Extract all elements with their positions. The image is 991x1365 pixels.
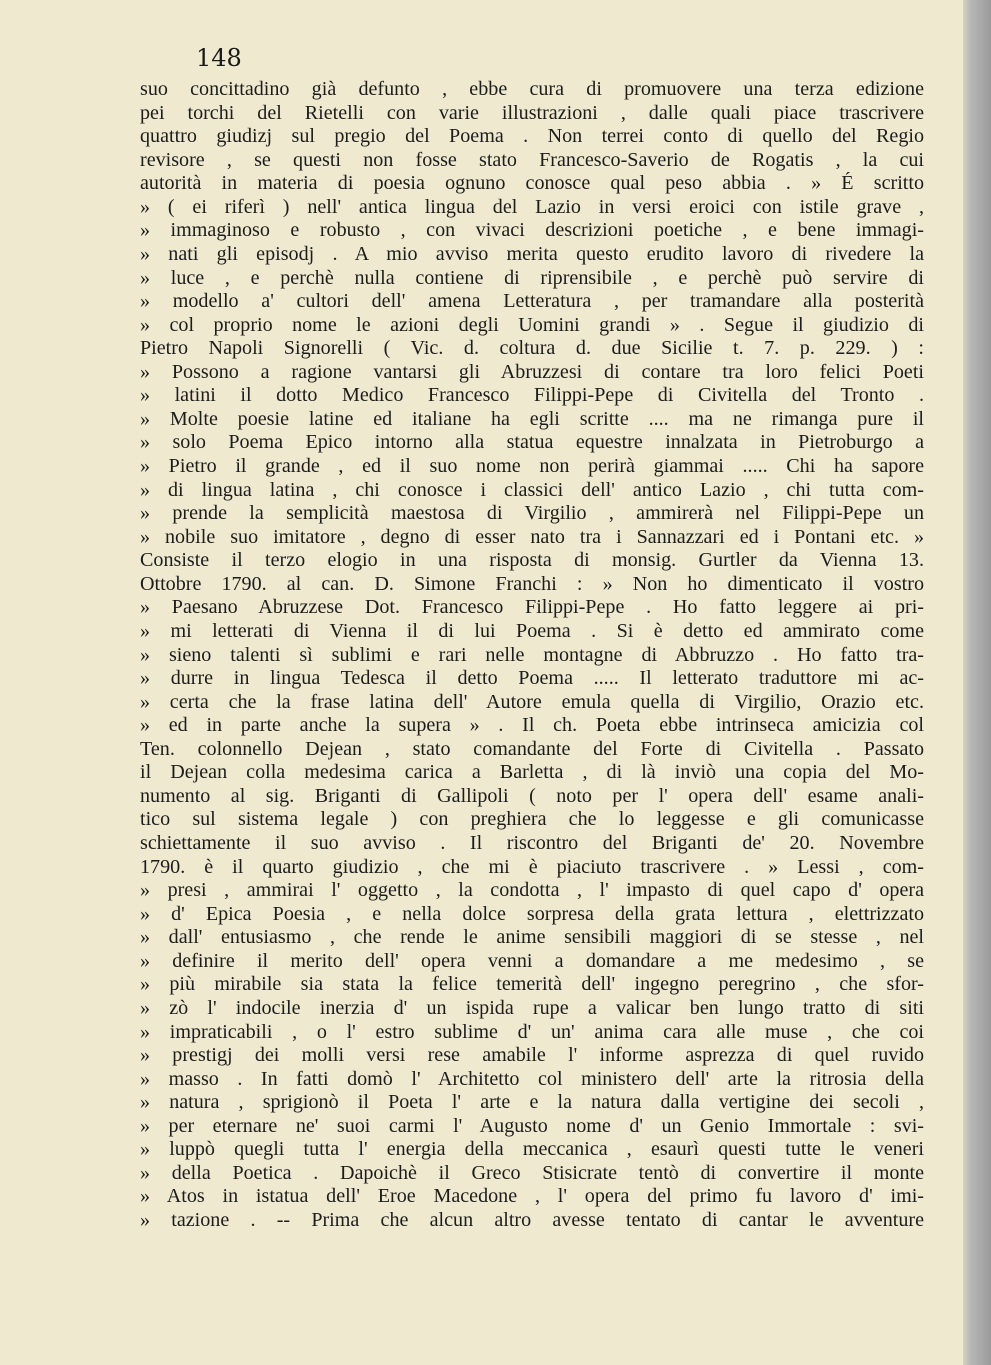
text-line: » luce , e perchè nulla contiene di riprensibile , e perchè può servire di [140,266,924,289]
text-line: » definire il merito dell' opera venni a domandare a me medesimo , se [140,949,924,972]
text-line: numento al sig. Briganti di Gallipoli ( noto per l' opera dell' esame anali- [140,784,924,807]
page-edge-shadow [963,0,991,1365]
text-line: » certa che la frase latina dell' Autore emula quella di Virgilio, Orazio etc. [140,690,924,713]
text-line: » prende la semplicità maestosa di Virgilio , ammirerà nel Filippi-Pepe un [140,502,924,525]
text-line: schiettamente il suo avviso . Il riscontro del Briganti de' 20. Novembre [140,832,924,854]
text-line: » solo Poema Epico intorno alla statua equestre innalzata in Pietroburgo a [140,431,924,454]
text-line: » dall' entusiasmo , che rende le anime sensibili maggiori di se stesse , nel [140,926,924,949]
text-line: Ottobre 1790. al can. D. Simone Franchi : » Non ho dimenticato il vostro [140,572,924,595]
text-line: » di lingua latina , chi conosce i classici dell' antico Lazio , chi tutta com- [140,478,924,501]
text-line: Pietro Napoli Signorelli ( Vic. d. coltura d. due Sicilie t. 7. p. 229. ) : [140,337,924,360]
text-line: » luppò quegli tutta l' energia della meccanica , esaurì questi tutte le veneri [140,1138,924,1161]
text-line: » ( ei riferì ) nell' antica lingua del Lazio in versi eroici con istile grave , [140,195,924,218]
text-line: il Dejean colla medesima carica a Barletta , di là inviò una copia del Mo- [140,761,924,784]
text-line: » mi letterati di Vienna il di lui Poema . Si è detto ed ammirato come [140,619,924,642]
text-line: » impraticabili , o l' estro sublime d' un' anima cara alle muse , che coi [140,1020,924,1043]
text-line: » d' Epica Poesia , e nella dolce sorpresa della grata lettura , elettrizzato [140,902,924,925]
text-line: » Molte poesie latine ed italiane ha egli scritte .... ma ne rimanga pure il [140,407,924,430]
text-line: » masso . In fatti domò l' Architetto col ministero dell' arte la ritrosia della [140,1067,924,1090]
text-line: » durre in lingua Tedesca il detto Poema ..... Il letterato traduttore mi ac- [140,667,924,690]
text-line: » natura , sprigionò il Poeta l' arte e la natura dalla vertigine dei secoli , [140,1091,924,1114]
text-line: » della Poetica . Dapoichè il Greco Stisicrate tentò di convertire il monte [140,1161,924,1184]
text-line: » presi , ammirai l' oggetto , la condotta , l' impasto di quel capo d' opera [140,879,924,902]
text-line: revisore , se questi non fosse stato Francesco-Saverio de Rogatis , la cui [140,148,924,171]
text-line: » ed in parte anche la supera » . Il ch. Poeta ebbe intrinseca amicizia col [140,714,924,737]
text-line: quattro giudizj sul pregio del Poema . Non terrei conto di quello del Regio [140,125,924,148]
text-line: Ten. colonnello Dejean , stato comandante del Forte di Civitella . Passato [140,737,924,760]
text-line: » più mirabile sia stata la felice temerità dell' ingegno peregrino , che sfor- [140,973,924,996]
text-line: pei torchi del Rietelli con varie illustrazioni , dalle quali piace trascrivere [140,101,924,124]
text-line: » nati gli episodj . A mio avviso merita questo erudito lavoro di rivedere la [140,242,924,265]
text-line: » Possono a ragione vantarsi gli Abruzzesi di contare tra loro felici Poeti [140,360,924,383]
text-line: tico sul sistema legale ) con preghiera che lo leggesse e gli comunicasse [140,808,924,831]
body-text [140,78,924,1233]
text-line: » sieno talenti sì sublimi e rari nelle montagne di Abbruzzo . Ho fatto tra- [140,643,924,666]
text-line: 1790. è il quarto giudizio , che mi è piaciuto trascrivere . » Lessi , com- [140,855,924,878]
text-line: » immaginoso e robusto , con vivaci descrizioni poetiche , e bene immagi- [140,219,924,242]
text-line: suo concittadino già defunto , ebbe cura di promuovere una terza edizione [140,78,924,100]
text-line: » per eternare ne' suoi carmi l' Augusto nome d' un Genio Immortale : svi- [140,1114,924,1137]
page-number: 148 [196,44,242,72]
text-line: autorità in materia di poesia ognuno conosce qual peso abbia . » É scritto [140,172,924,195]
text-line: » col proprio nome le azioni degli Uomini grandi » . Segue il giudizio di [140,313,924,336]
text-line: » modello a' cultori dell' amena Letteratura , per tramandare alla posterità [140,290,924,313]
text-line: » Atos in istatua dell' Eroe Macedone , l' opera del primo fu lavoro d' imi- [140,1185,924,1208]
text-line: » prestigj dei molli versi rese amabile l' informe asprezza di quel ruvido [140,1044,924,1067]
text-line: » zò l' indocile inerzia d' un ispida rupe a valicar ben lungo tratto di siti [140,996,924,1019]
text-line: » Paesano Abruzzese Dot. Francesco Filippi-Pepe . Ho fatto leggere ai pri- [140,596,924,619]
text-line: Consiste il terzo elogio in una risposta di monsig. Gurtler da Vienna 13. [140,549,924,572]
text-line: » latini il dotto Medico Francesco Filippi-Pepe di Civitella del Tronto . [140,384,924,407]
text-line: » tazione . -- Prima che alcun altro avesse tentato di cantar le avventure [140,1209,924,1231]
text-line: » nobile suo imitatore , degno di esser nato tra i Sannazzari ed i Pontani etc. » [140,525,924,548]
text-line: » Pietro il grande , ed il suo nome non perirà giammai ..... Chi ha sapore [140,455,924,477]
